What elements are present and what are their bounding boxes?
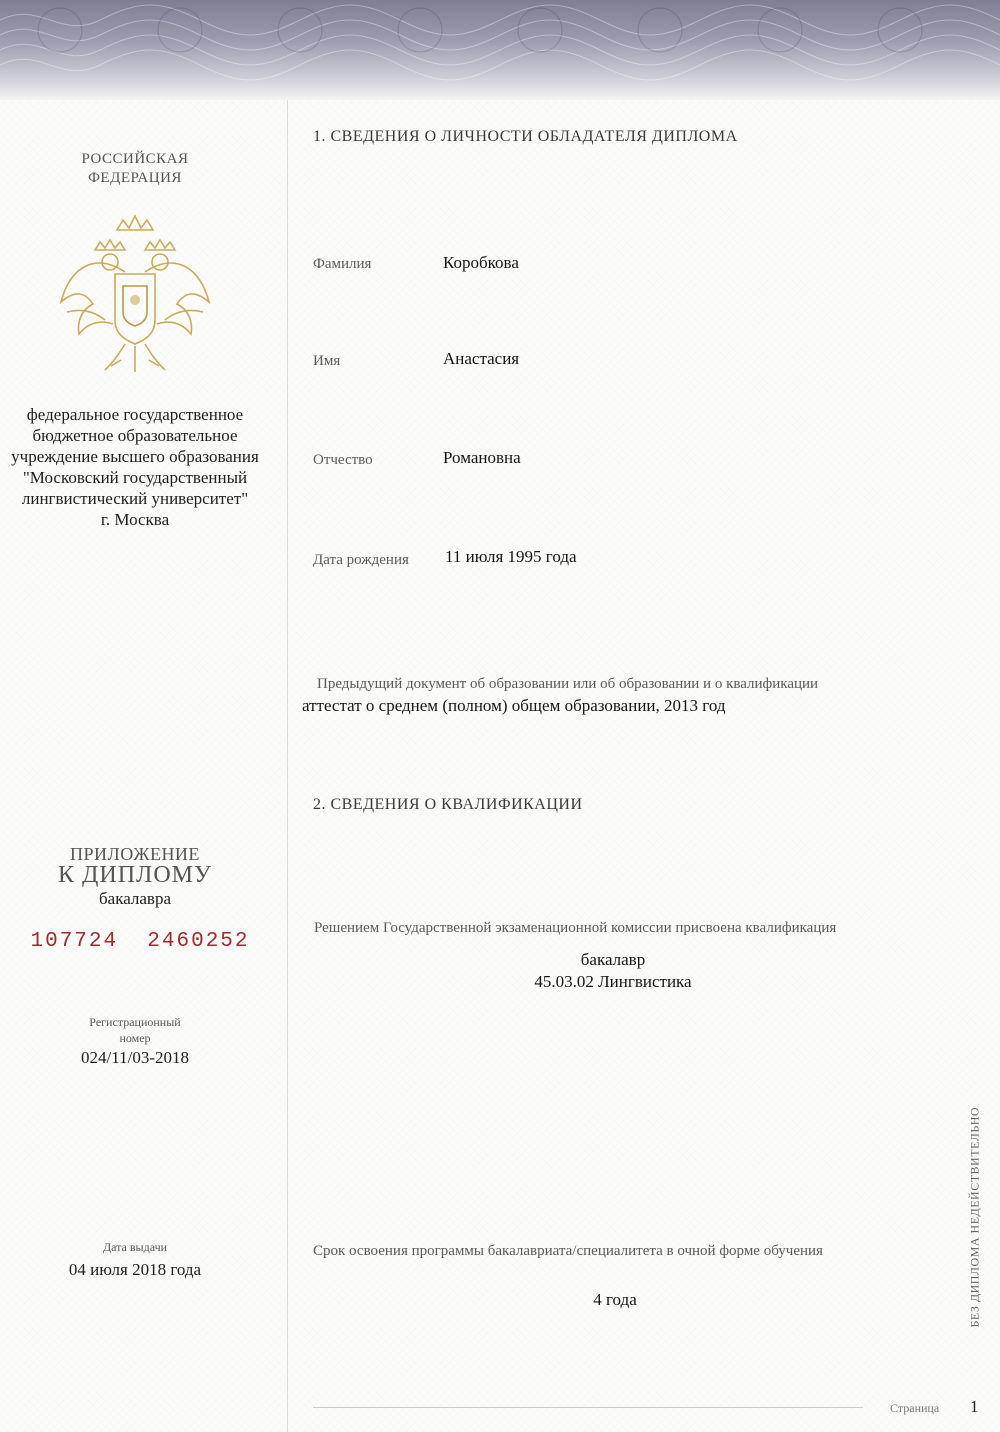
annex-title-line2: К ДИПЛОМУ [58, 862, 212, 888]
registration-label [60, 1014, 210, 1046]
country-heading [30, 150, 240, 188]
name-value: Анастасия [443, 349, 520, 368]
coat-of-arms-emblem [55, 212, 215, 377]
serial-number: 107724 2460252 [30, 930, 250, 953]
birth-date-value: 11 июля 1995 года [445, 547, 577, 566]
specialty-value: 45.03.02 Лингвистика [534, 972, 692, 991]
guilloche-pattern [0, 0, 1000, 100]
annex-title-line1: ПРИЛОЖЕНИЕ [70, 844, 200, 864]
validity-side-note: БЕЗ ДИПЛОМА НЕДЕЙСТВИТЕЛЬНО [967, 1106, 982, 1328]
registration-label-line: Регистрационный [89, 1015, 181, 1029]
institution-name [0, 404, 270, 530]
issue-date-label: Дата выдачи [102, 1240, 168, 1254]
institution-line: лингвистический университет" [21, 489, 249, 508]
issue-date: 04 июля 2018 года [68, 1260, 202, 1279]
institution-city: г. Москва [100, 510, 170, 529]
column-divider [287, 100, 288, 1432]
qualification-decision-label: Решением Государственной экзаменационной комиссии присвоена квалификация [314, 920, 837, 936]
section2-heading: 2. СВЕДЕНИЯ О КВАЛИФИКАЦИИ [313, 796, 583, 813]
section1-heading: 1. СВЕДЕНИЯ О ЛИЧНОСТИ ОБЛАДАТЕЛЯ ДИПЛОМА [313, 128, 738, 145]
page-label: Страница [890, 1401, 940, 1415]
name-label: Имя [313, 353, 341, 369]
surname-value: Коробкова [443, 253, 519, 272]
patronymic-value: Романовна [443, 448, 521, 467]
institution-line: "Московский государственный [22, 468, 248, 487]
previous-document-label: Предыдущий документ об образовании или об образовании и о квалификации [317, 676, 819, 692]
institution-line: учреждение высшего образования [11, 447, 259, 466]
birth-date-label: Дата рождения [313, 552, 409, 568]
study-duration-value: 4 года [593, 1290, 637, 1309]
patronymic-label: Отчество [313, 452, 373, 468]
security-guilloche-band [0, 0, 1000, 100]
registration-label-line: номер [119, 1031, 151, 1045]
degree-level: бакалавра [99, 889, 171, 908]
page-number: 1 [970, 1397, 979, 1416]
institution-line: федеральное государственное [26, 405, 244, 424]
registration-number: 024/11/03-2018 [81, 1048, 189, 1067]
institution-line: бюджетное образовательное [32, 426, 238, 445]
surname-label: Фамилия [313, 256, 372, 272]
footer-rule [313, 1407, 863, 1408]
country-line: РОССИЙСКАЯ [81, 151, 189, 167]
previous-document-value: аттестат о среднем (полном) общем образовании, 2013 год [302, 696, 726, 715]
study-duration-label: Срок освоения программы бакалавриата/специалитета в очной форме обучения [313, 1243, 823, 1259]
country-line: ФЕДЕРАЦИЯ [88, 170, 182, 186]
qualification-value: бакалавр [580, 950, 646, 969]
